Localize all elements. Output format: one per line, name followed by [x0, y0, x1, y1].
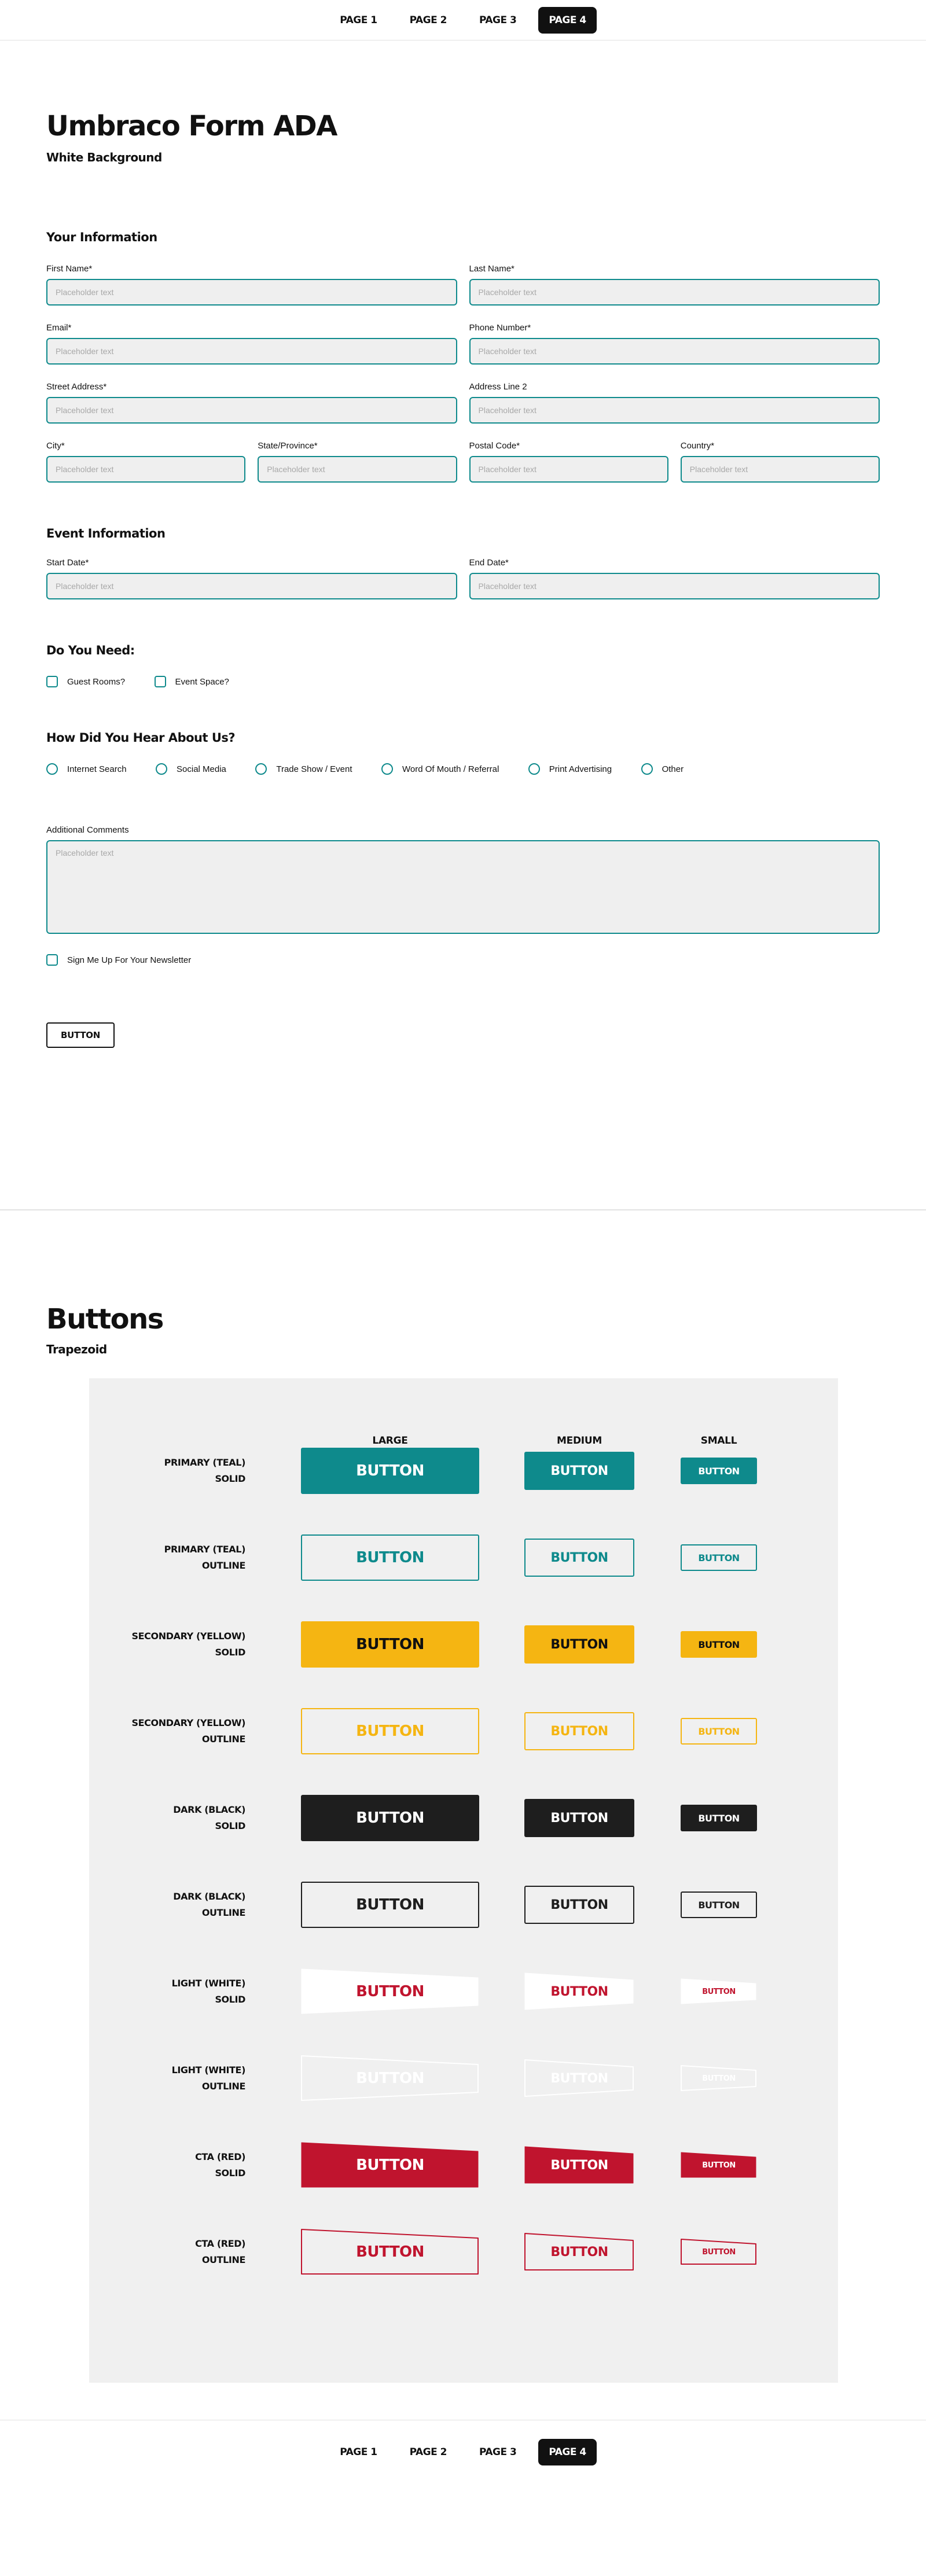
last-name-input[interactable]	[469, 279, 880, 306]
nav-page-3[interactable]: PAGE 3	[479, 2446, 517, 2458]
email-label: Email*	[46, 323, 72, 333]
postal-field	[469, 441, 668, 483]
light-white-solid-large-button[interactable]	[301, 1968, 479, 2015]
trade-show-radio[interactable]	[255, 763, 267, 775]
dark-black-solid-small-button[interactable]: BUTTON	[681, 1805, 757, 1831]
column-large: LARGE	[372, 1435, 408, 1447]
row-label-type: SECONDARY (YELLOW)	[131, 1717, 245, 1728]
button-label: BUTTON	[550, 1984, 608, 1999]
row-label-style: OUTLINE	[201, 1734, 245, 1745]
button-label: BUTTON	[702, 2074, 736, 2083]
dark-black-outline-small-button[interactable]: BUTTON	[681, 1891, 757, 1918]
secondary-yellow-solid-medium-button[interactable]: BUTTON	[524, 1625, 634, 1664]
secondary-yellow-solid-large-button[interactable]: BUTTON	[301, 1621, 479, 1668]
light-white-solid-small-button[interactable]	[681, 1978, 757, 2005]
social-media-option[interactable]	[156, 763, 226, 775]
primary-teal-solid-large-button[interactable]: BUTTON	[301, 1448, 479, 1494]
first-name-field	[46, 264, 457, 306]
light-white-outline-small-button[interactable]	[681, 2065, 757, 2092]
row-label-style: OUTLINE	[201, 2254, 245, 2265]
cta-red-outline-large-button[interactable]	[301, 2229, 479, 2275]
other-label: Other	[662, 764, 684, 774]
row-label-cta-red-solid	[95, 2149, 245, 2181]
city-label: City*	[46, 441, 65, 451]
street-field	[46, 382, 457, 424]
cta-red-outline-medium-button[interactable]	[524, 2233, 634, 2271]
internet-search-label: Internet Search	[67, 764, 127, 774]
street-label: Street Address*	[46, 382, 107, 392]
comments-field	[46, 825, 880, 937]
row-label-style: SOLID	[215, 2167, 245, 2178]
last-name-field	[469, 264, 880, 306]
light-white-outline-large-button[interactable]	[301, 2055, 479, 2102]
phone-field	[469, 323, 880, 365]
state-field	[258, 441, 457, 483]
row-label-style: SOLID	[215, 1820, 245, 1831]
cta-red-outline-small-button[interactable]	[681, 2239, 757, 2265]
postal-input[interactable]	[469, 456, 668, 483]
cta-red-solid-large-button[interactable]	[301, 2142, 479, 2188]
row-label-primary-teal-outline	[95, 1541, 245, 1574]
button-label: BUTTON	[550, 2158, 608, 2173]
primary-teal-solid-small-button[interactable]: BUTTON	[681, 1458, 757, 1484]
form-section	[0, 41, 926, 1209]
word-of-mouth-option[interactable]	[381, 763, 499, 775]
submit-button[interactable]: BUTTON	[46, 1022, 115, 1048]
state-input[interactable]	[258, 456, 457, 483]
trade-show-option[interactable]	[255, 763, 352, 775]
event-space-label: Event Space?	[175, 676, 229, 687]
column-small: SMALL	[700, 1435, 737, 1447]
trade-show-label: Trade Show / Event	[276, 764, 352, 774]
start-date-label: Start Date*	[46, 558, 89, 568]
start-date-input[interactable]	[46, 573, 457, 599]
button-label: BUTTON	[702, 2161, 736, 2170]
button-showcase-panel	[89, 1378, 838, 2383]
nav-page-2[interactable]: PAGE 2	[409, 2446, 447, 2458]
newsletter-label: Sign Me Up For Your Newsletter	[67, 955, 192, 965]
country-label: Country*	[680, 441, 715, 451]
row-label-type: DARK (BLACK)	[173, 1804, 245, 1815]
primary-teal-solid-medium-button[interactable]: BUTTON	[524, 1452, 634, 1490]
comments-textarea[interactable]	[46, 840, 880, 934]
nav-page-1[interactable]: PAGE 1	[340, 14, 377, 26]
word-of-mouth-label: Word Of Mouth / Referral	[402, 764, 499, 774]
date-row	[46, 558, 880, 599]
button-label: BUTTON	[356, 2243, 424, 2261]
event-information-title: Event Information	[46, 527, 166, 540]
buttons-title: Buttons	[46, 1303, 163, 1335]
postal-label: Postal Code*	[469, 441, 520, 451]
location-row	[46, 441, 880, 483]
nav-page-4[interactable]: PAGE 4	[538, 7, 596, 34]
email-input[interactable]	[46, 338, 457, 365]
button-label: BUTTON	[356, 2157, 424, 2174]
word-of-mouth-radio[interactable]	[381, 763, 393, 775]
nav-page-2[interactable]: PAGE 2	[409, 14, 447, 26]
how-did-you-hear-title: How Did You Hear About Us?	[46, 731, 236, 745]
phone-label: Phone Number*	[469, 323, 531, 333]
buttons-section	[0, 1210, 926, 2420]
dark-black-outline-medium-button[interactable]: BUTTON	[524, 1886, 634, 1924]
row-label-style: OUTLINE	[201, 2081, 245, 2092]
do-you-need-title: Do You Need:	[46, 643, 135, 657]
secondary-yellow-outline-medium-button[interactable]: BUTTON	[524, 1712, 634, 1750]
newsletter-row	[46, 954, 880, 969]
address2-label: Address Line 2	[469, 382, 527, 392]
secondary-yellow-outline-large-button[interactable]: BUTTON	[301, 1708, 479, 1754]
end-date-field	[469, 558, 880, 599]
button-label: BUTTON	[356, 2070, 424, 2087]
end-date-label: End Date*	[469, 558, 509, 568]
column-medium: MEDIUM	[557, 1435, 602, 1447]
name-row	[46, 264, 880, 306]
phone-input[interactable]	[469, 338, 880, 365]
dark-black-solid-large-button[interactable]: BUTTON	[301, 1795, 479, 1841]
row-label-type: SECONDARY (YELLOW)	[131, 1631, 245, 1642]
row-label-type: DARK (BLACK)	[173, 1891, 245, 1902]
cta-red-solid-medium-button[interactable]	[524, 2146, 634, 2184]
social-media-radio[interactable]	[156, 763, 167, 775]
newsletter-option[interactable]	[46, 954, 191, 966]
cta-red-solid-small-button[interactable]	[681, 2152, 757, 2178]
row-label-style: SOLID	[215, 1994, 245, 2005]
guest-rooms-checkbox[interactable]	[46, 676, 58, 687]
button-label: BUTTON	[550, 2244, 608, 2259]
nav-page-1[interactable]: PAGE 1	[340, 2446, 377, 2458]
button-label: BUTTON	[356, 1983, 424, 2000]
state-label: State/Province*	[258, 441, 318, 451]
start-date-field	[46, 558, 457, 599]
email-field	[46, 323, 457, 365]
end-date-input[interactable]	[469, 573, 880, 599]
secondary-yellow-solid-small-button[interactable]: BUTTON	[681, 1631, 757, 1658]
row-label-secondary-yellow-solid	[95, 1628, 245, 1661]
row-label-light-white-solid	[95, 1975, 245, 2008]
primary-teal-outline-small-button[interactable]: BUTTON	[681, 1544, 757, 1571]
top-pagination-nav	[0, 0, 926, 41]
other-radio[interactable]	[641, 763, 653, 775]
print-advertising-radio[interactable]	[528, 763, 540, 775]
guest-rooms-label: Guest Rooms?	[67, 676, 126, 687]
address2-input[interactable]	[469, 397, 880, 424]
city-input[interactable]	[46, 456, 245, 483]
guest-rooms-option[interactable]	[46, 676, 125, 687]
address2-field	[469, 382, 880, 424]
row-label-type: LIGHT (WHITE)	[171, 1978, 245, 1989]
newsletter-checkbox[interactable]	[46, 954, 58, 966]
country-field	[681, 441, 880, 483]
button-label: BUTTON	[702, 1987, 736, 1996]
nav-page-3[interactable]: PAGE 3	[479, 14, 517, 26]
event-space-option[interactable]	[155, 676, 229, 687]
need-options	[46, 676, 880, 690]
row-label-type: LIGHT (WHITE)	[171, 2065, 245, 2075]
row-label-dark-black-outline	[95, 1889, 245, 1921]
city-field	[46, 441, 245, 483]
print-advertising-option[interactable]	[528, 763, 612, 775]
print-advertising-label: Print Advertising	[549, 764, 612, 774]
row-label-type: PRIMARY (TEAL)	[164, 1544, 245, 1555]
page-subtitle: White Background	[46, 150, 162, 164]
first-name-input[interactable]	[46, 279, 457, 306]
primary-teal-outline-medium-button[interactable]: BUTTON	[524, 1539, 634, 1577]
dark-black-solid-medium-button[interactable]: BUTTON	[524, 1799, 634, 1837]
buttons-subtitle: Trapezoid	[46, 1342, 107, 1356]
last-name-label: Last Name*	[469, 264, 515, 274]
social-media-label: Social Media	[177, 764, 226, 774]
button-label: BUTTON	[550, 2071, 608, 2086]
first-name-label: First Name*	[46, 264, 93, 274]
nav-page-4[interactable]: PAGE 4	[538, 2439, 596, 2465]
bottom-pagination-nav	[0, 2420, 926, 2483]
row-label-style: SOLID	[215, 1473, 245, 1484]
contact-row	[46, 323, 880, 365]
address-row	[46, 382, 880, 424]
row-label-dark-black-solid	[95, 1802, 245, 1834]
country-input[interactable]	[681, 456, 880, 483]
row-label-type: CTA (RED)	[195, 2151, 245, 2162]
primary-teal-outline-large-button[interactable]: BUTTON	[301, 1534, 479, 1581]
row-label-type: PRIMARY (TEAL)	[164, 1457, 245, 1468]
street-input[interactable]	[46, 397, 457, 424]
row-label-light-white-outline	[95, 2062, 245, 2095]
row-label-secondary-yellow-outline	[95, 1715, 245, 1747]
row-label-type: CTA (RED)	[195, 2238, 245, 2249]
page-title: Umbraco Form ADA	[46, 110, 337, 142]
comments-label: Additional Comments	[46, 825, 129, 835]
button-label: BUTTON	[702, 2247, 736, 2257]
row-label-style: OUTLINE	[201, 1560, 245, 1571]
light-white-outline-medium-button[interactable]	[524, 2059, 634, 2097]
secondary-yellow-outline-small-button[interactable]: BUTTON	[681, 1718, 757, 1745]
other-option[interactable]	[641, 763, 684, 775]
row-label-cta-red-outline	[95, 2236, 245, 2268]
hear-options	[46, 763, 880, 778]
light-white-solid-medium-button[interactable]	[524, 1973, 634, 2011]
row-label-primary-teal-solid	[95, 1455, 245, 1487]
your-information-title: Your Information	[46, 230, 157, 244]
row-label-style: OUTLINE	[201, 1907, 245, 1918]
event-space-checkbox[interactable]	[155, 676, 166, 687]
row-label-style: SOLID	[215, 1647, 245, 1658]
internet-search-radio[interactable]	[46, 763, 58, 775]
internet-search-option[interactable]	[46, 763, 127, 775]
dark-black-outline-large-button[interactable]: BUTTON	[301, 1882, 479, 1928]
